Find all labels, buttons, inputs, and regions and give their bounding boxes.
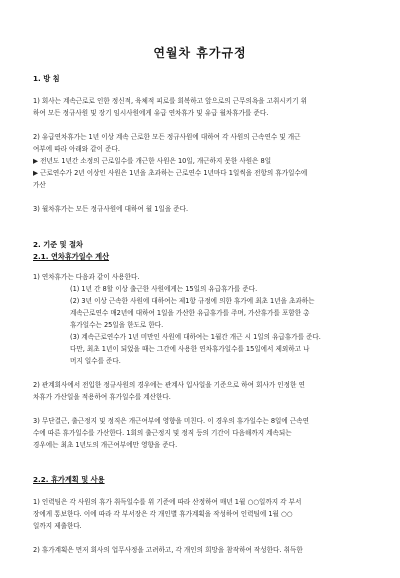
section-heading-criteria: 2. 기준 및 절차 xyxy=(33,240,83,249)
sub-item-line: 머지 일수를 준다. xyxy=(70,357,121,365)
paragraph-line: 2) 휴가계획은 먼저 회사의 업무사정을 고려하고, 각 개인의 희망을 참작하여 작성한다. 취득한 xyxy=(33,546,303,554)
bullet-item: ▶ 근로연수가 2년 이상인 사원은 1년을 초과하는 근로연수 1년마다 1일씩을 전항의 휴가일수에 xyxy=(33,169,308,177)
paragraph-line: 일까지 제출한다. xyxy=(33,522,82,530)
paragraph-line: 1) 회사는 계속근로로 인한 정신적, 육체적 피로를 회복하고 앞으로의 근무의욕을 고취시키기 위 xyxy=(33,97,307,105)
sub-item-line: 계속근로연수 매2년에 대하여 1일을 가산한 유급휴가를 주며, 가산휴가를 포함한 총 xyxy=(70,309,310,317)
sub-item-line: 휴가일수는 25일을 한도로 한다. xyxy=(70,321,164,329)
paragraph-line: 수에 따른 휴가일수를 가산한다. 1회의 출근정지 및 정직 등의 기간이 다음해까지 계속되는 xyxy=(33,429,292,437)
bullet-item: 가산 xyxy=(33,181,46,189)
paragraph-line: 1) 인력팀은 각 사원의 휴가 취득일수를 위 기준에 따라 산정하여 매년 1월 ○○일까지 각 부서 xyxy=(33,498,302,506)
section-heading-policy: 1. 방 침 xyxy=(33,74,60,83)
sub-item-line: (3) 계속근로연수가 1년 미만인 사원에 대하여는 1월간 개근 시 1일의 유급휴가를 준다. xyxy=(70,333,321,341)
paragraph-line: 장에게 통보한다. 이에 따라 각 부서장은 각 개인별 휴가계획을 작성하여 인력팀에 1월 ○○ xyxy=(33,510,293,518)
paragraph-line: 하여 모든 정규사원 및 장기 임시사원에게 유급 연차휴가 및 유급 월차휴가를 준다. xyxy=(33,109,269,117)
paragraph-line: 경우에는 최초 1년도의 개근여부에만 영향을 준다. xyxy=(33,441,178,449)
sub-item-line: 다만, 최초 1년이 되었을 때는 그간에 사용한 연차휴가일수를 15일에서 제외하고 나 xyxy=(70,345,310,353)
paragraph-line: 차휴가 가산일을 적용하여 휴가일수를 계산한다. xyxy=(33,393,171,401)
paragraph-line: 3) 무단결근, 출근정지 및 정직은 개근여부에 영향을 미친다. 이 경우의 휴가일수는 8일에 근속연 xyxy=(33,417,309,425)
sub-item-line: (2) 3년 이상 근속한 사원에 대하여는 제1항 규정에 의한 휴가에 최초 1년을 초과하는 xyxy=(70,297,315,305)
subsection-heading-leave-plan: 2.2. 휴가계획 및 사용 xyxy=(33,475,105,484)
sub-item-line: (1) 1년 간 8할 이상 출근한 사원에게는 15일의 유급휴가를 준다. xyxy=(70,285,258,293)
paragraph-line: 2) 관계회사에서 전입한 정규사원의 경우에는 관계사 입사일을 기준으로 하여 회사가 인정한 연 xyxy=(33,381,305,389)
bullet-item: ▶ 전년도 1년간 소정의 근로일수를 개근한 사원은 10일, 개근하지 못한 사원은 8일 xyxy=(33,157,272,165)
paragraph-line: 3) 월차휴가는 모든 정규사원에 대하여 월 1일을 준다. xyxy=(33,205,189,213)
paragraph-line: 1) 연차휴가는 다음과 같이 사용한다. xyxy=(33,273,140,281)
subsection-heading-annual-leave: 2.1. 연차휴가일수 계산 xyxy=(33,252,110,261)
paragraph-line: 여부에 따라 아래와 같이 준다. xyxy=(33,145,120,153)
paragraph-line: 2) 유급연차휴가는 1년 이상 계속 근로한 모든 정규사원에 대하여 각 사원의 근속연수 및 개근 xyxy=(33,133,301,141)
document-title: 연월차 휴가규정 xyxy=(153,46,247,60)
